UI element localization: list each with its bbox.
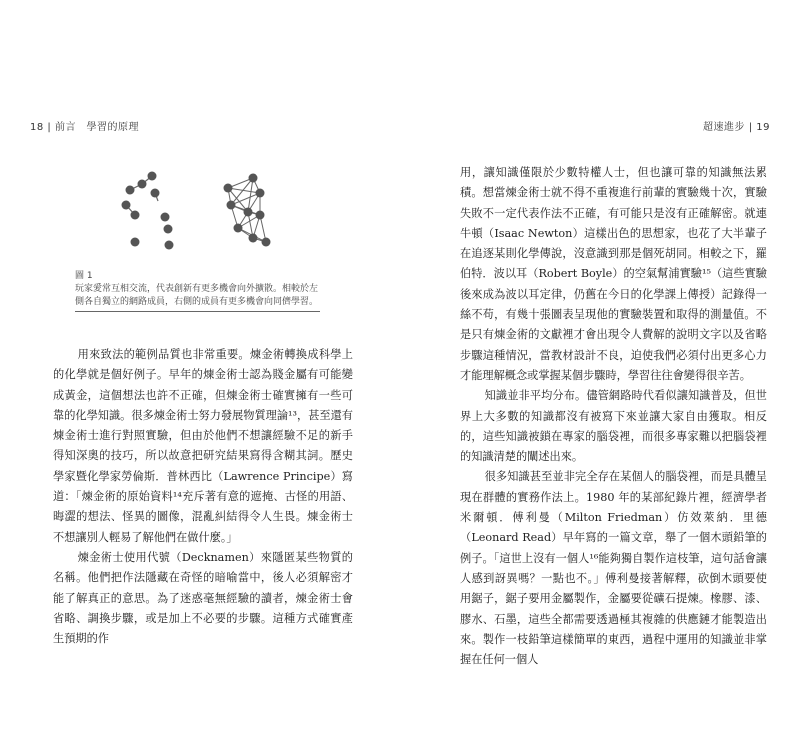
caption-label: 圖 1 xyxy=(75,271,93,281)
running-head-left: 18 | 前言 學習的原理 xyxy=(30,122,139,133)
left-body-text xyxy=(53,345,353,649)
network-diagram xyxy=(70,160,320,270)
right-network-nodes xyxy=(224,174,271,247)
caption-text: 玩家愛常互相交流，代表創新有更多機會向外擴散。相較於左側各自獨立的網路成員，右側的成員有更多機會向同儕學習。 xyxy=(75,284,319,307)
figure-caption xyxy=(75,270,320,309)
caption-divider xyxy=(75,311,320,312)
running-head-right: 超速進步 | 19 xyxy=(703,122,770,133)
paragraph: 用來致法的範例品質也非常重要。煉金術轉換成科學上的化學就是個好例子。早年的煉金術士認為賤金屬有可能變成黃金，這個想法也許不正確，但煉金術士確實擁有一些可靠的化學知識。很多煉金術士努力發展物質理論¹³，甚至還有煉金術士進行對照實驗，但由於他們不想讓經驗不足的新手得知深奧的技巧，所以故意把研究結果寫得含糊其詞。歷史學家暨化學家勞倫斯．普林西比（Lawrence Principe）寫道：「煉金術的原始資料¹⁴充斥著有意的遮掩、古怪的用語、晦澀的想法、怪異的圖像，混亂糾結得令人生畏。煉金術士不想讓別人輕易了解他們在做什麼。」 xyxy=(53,348,353,544)
right-body-text xyxy=(460,163,767,670)
right-page xyxy=(400,0,800,744)
left-network-nodes xyxy=(122,172,174,250)
paragraph: 知識並非平均分布。儘管網路時代看似讓知識普及，但世界上大多數的知識都沒有被寫下來並讓大家自由獲取。相反的，這些知識被鎖在專家的腦袋裡，而很多專家難以把腦袋裡的知識清楚的闡述出來。 xyxy=(460,389,767,464)
paragraph: 煉金術士使用代號（Decknamen）來隱匿某些物質的名稱。他們把作法隱藏在奇怪的暗喻當中，後人必須解密才能了解真正的意思。為了迷惑毫無經驗的讀者，煉金術士會省略、調換步驟，或是加上不必要的步驟。這種方式確實產生預期的作 xyxy=(53,550,353,646)
paragraph: 很多知識甚至並非完全存在某個人的腦袋裡，而是具體呈現在群體的實務作法上。1980 年的某部紀錄片裡，經濟學者米爾頓．傅利曼（Milton Friedman）仿效萊納．里德（Leonard Read）早年寫的一篇文章，舉了一個木頭鉛筆的例子。「這世上沒有一個人¹⁶能夠獨自製作這枝筆，這句話會讓人感到訝異嗎？一點也不。」傅利曼接著解釋，砍倒木頭要使用鋸子，鋸子要用金屬製作，金屬要從礦石提煉。橡膠、漆、膠水、石墨，這些全都需要透過極其複雜的供應鏈才能製造出來。製作一枝鉛筆這樣簡單的東西，過程中運用的知識並非掌握在任何一個人 xyxy=(460,470,767,667)
paragraph: 用，讓知識僅限於少數特權人士，但也讓可靠的知識無法累積。想當煉金術士就不得不重複進行前輩的實驗幾十次，實驗失敗不一定代表作法不正確，有可能只是沒有正確解密。就連牛頓（Isaac Newton）這樣出色的思想家，也花了大半輩子在追逐某則化學傳說，沒意識到那是個死胡同。相較之下，羅伯特．波以耳（Robert Boyle）的空氣幫浦實驗¹⁵（這些實驗後來成為波以耳定律，仍舊在今日的化學課上傳授）記錄得一絲不苟，有幾十張圖表呈現他的實驗裝置和取得的測量值。不是只有煉金術的文獻裡才會出現令人費解的說明文字以及省略步驟這種情況，當教材設計不良，迫使我們必須付出更多心力才能理解概念或掌握某個步驟時，學習往往會變得很辛苦。 xyxy=(460,166,767,382)
